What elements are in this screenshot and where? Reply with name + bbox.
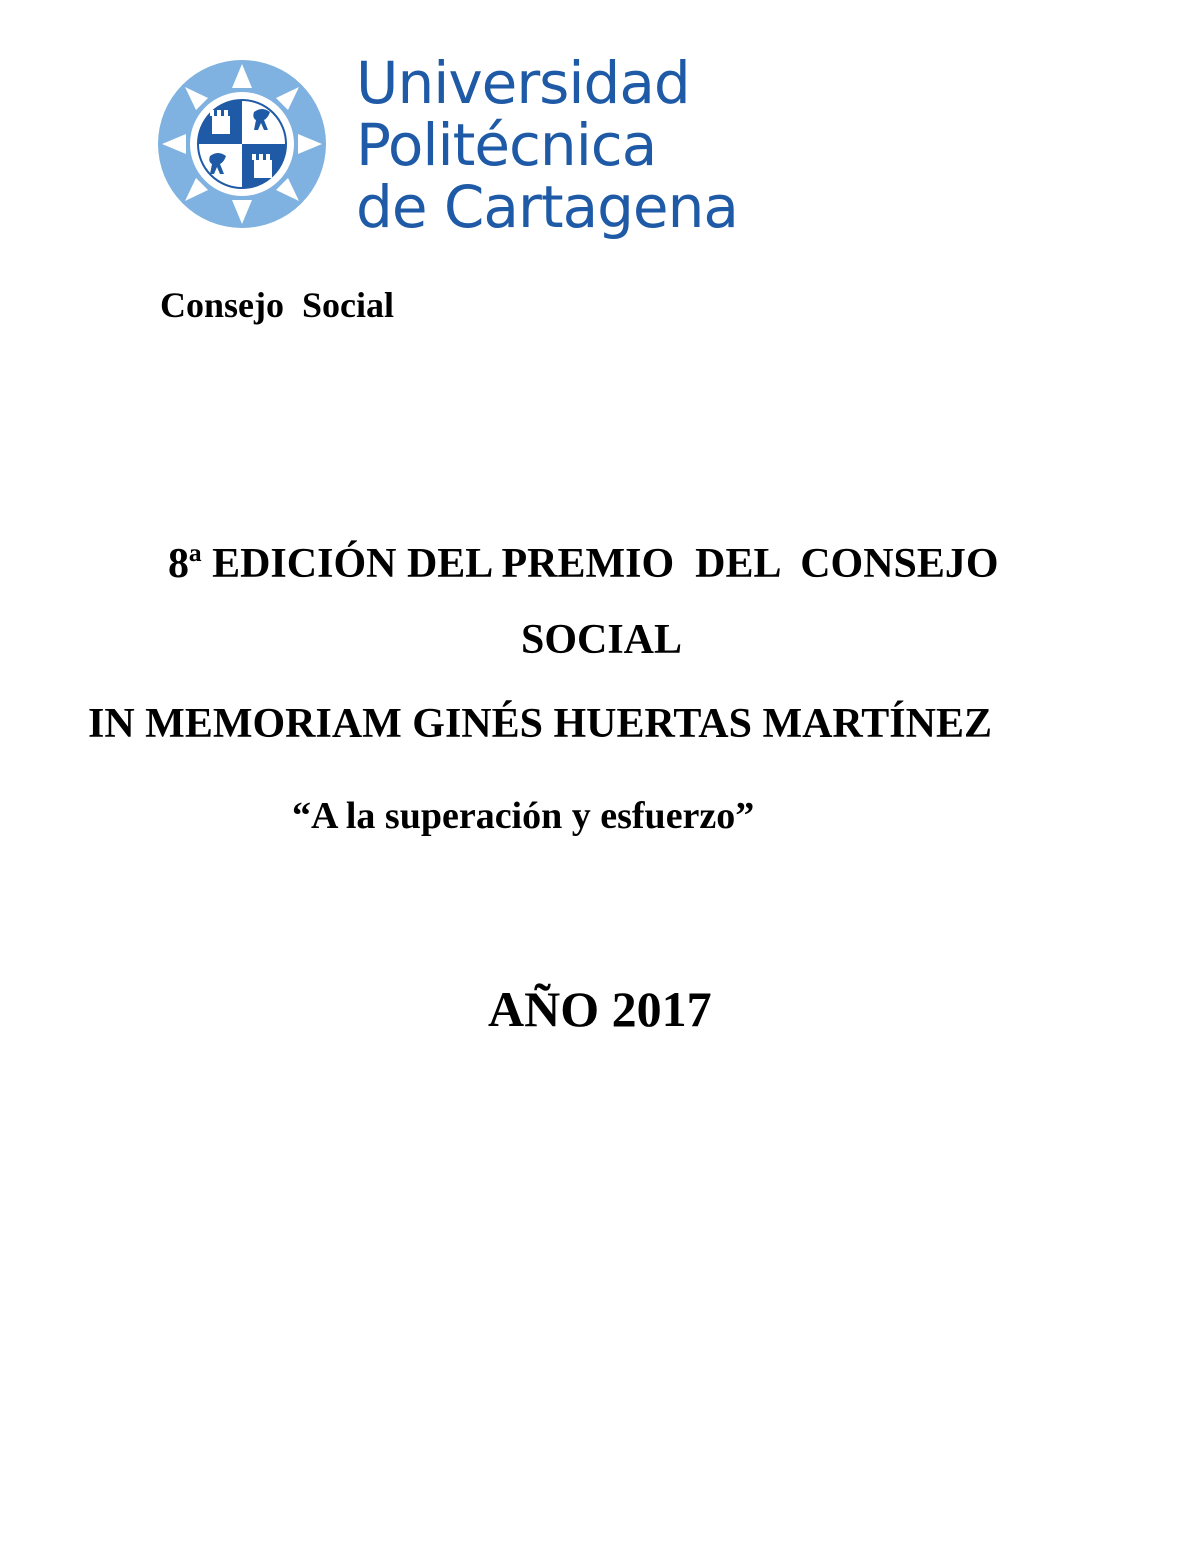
- award-title-line-3: IN MEMORIAM GINÉS HUERTAS MARTÍNEZ: [88, 701, 993, 747]
- upct-emblem-icon: [158, 60, 326, 228]
- university-name: [356, 49, 738, 241]
- award-year: AÑO 2017: [488, 981, 712, 1037]
- university-name-line-1: Universidad: [356, 49, 690, 117]
- department-heading: Consejo Social: [160, 285, 394, 325]
- university-name-line-2: Politécnica: [356, 111, 657, 179]
- award-title-line-2: SOCIAL: [520, 617, 683, 663]
- award-motto: “A la superación y esfuerzo”: [292, 795, 755, 837]
- university-name-line-3: de Cartagena: [356, 173, 738, 241]
- award-title-line-1: 8ª EDICIÓN DEL PREMIO DEL CONSEJO: [168, 541, 999, 587]
